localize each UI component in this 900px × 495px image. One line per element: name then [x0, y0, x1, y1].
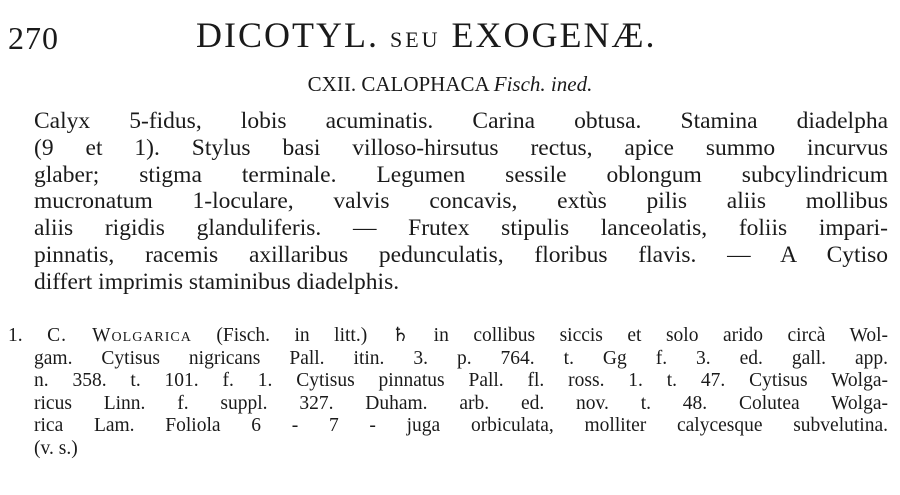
running-head-middle: SEU	[389, 27, 441, 52]
species-line	[8, 325, 888, 348]
genus-title: CXII. CALOPHACA	[307, 72, 489, 96]
description-line: (9 et 1). Stylus basi villoso-hirsutus rectus, apice summo incurvus	[34, 134, 888, 161]
running-head-right: EXOGENÆ.	[451, 15, 657, 55]
description-line: pinnatis, racemis axillaribus pedunculatis, floribus flavis. — A Cytiso	[34, 241, 888, 268]
running-head	[196, 14, 657, 56]
description-line: aliis rigidis glanduliferis. — Frutex stipulis lanceolatis, foliis impari-	[34, 215, 888, 242]
species-text: (Fisch. in litt.) ♄ in collibus siccis et solo arido circà Wol-	[216, 325, 889, 346]
description-line: differt imprimis staminibus diadelphis.	[34, 268, 400, 295]
genus-heading	[0, 72, 900, 97]
species-line: rica Lam. Foliola 6 - 7 - juga orbiculata, molliter calycesque subvelutina.	[34, 415, 888, 437]
description-line: glaber; stigma terminale. Legumen sessile oblongum subcylindricum	[34, 161, 888, 188]
species-number: 1.	[8, 325, 23, 346]
species-name: C. Wolgarica	[47, 325, 192, 346]
description-line: Calyx 5-fidus, lobis acuminatis. Carina obtusa. Stamina diadelpha	[34, 108, 888, 134]
genus-description	[34, 108, 888, 296]
genus-author: Fisch. ined.	[493, 72, 593, 96]
species-entry	[8, 325, 888, 461]
species-line: gam. Cytisus nigricans Pall. itin. 3. p. 764. t. Gg f. 3. ed. gall. app.	[34, 347, 888, 369]
description-line: mucronatum 1-loculare, valvis concavis, extùs pilis aliis mollibus	[34, 188, 888, 215]
page-number: 270	[8, 20, 59, 56]
species-line: n. 358. t. 101. f. 1. Cytisus pinnatus Pall. fl. ross. 1. t. 47. Cytisus Wolga-	[34, 370, 888, 392]
running-head-left: DICOTYL.	[196, 15, 379, 55]
species-line: ricus Linn. f. suppl. 327. Duham. arb. ed. nov. t. 48. Colutea Wolga-	[34, 392, 888, 414]
species-line: (v. s.)	[34, 437, 78, 459]
